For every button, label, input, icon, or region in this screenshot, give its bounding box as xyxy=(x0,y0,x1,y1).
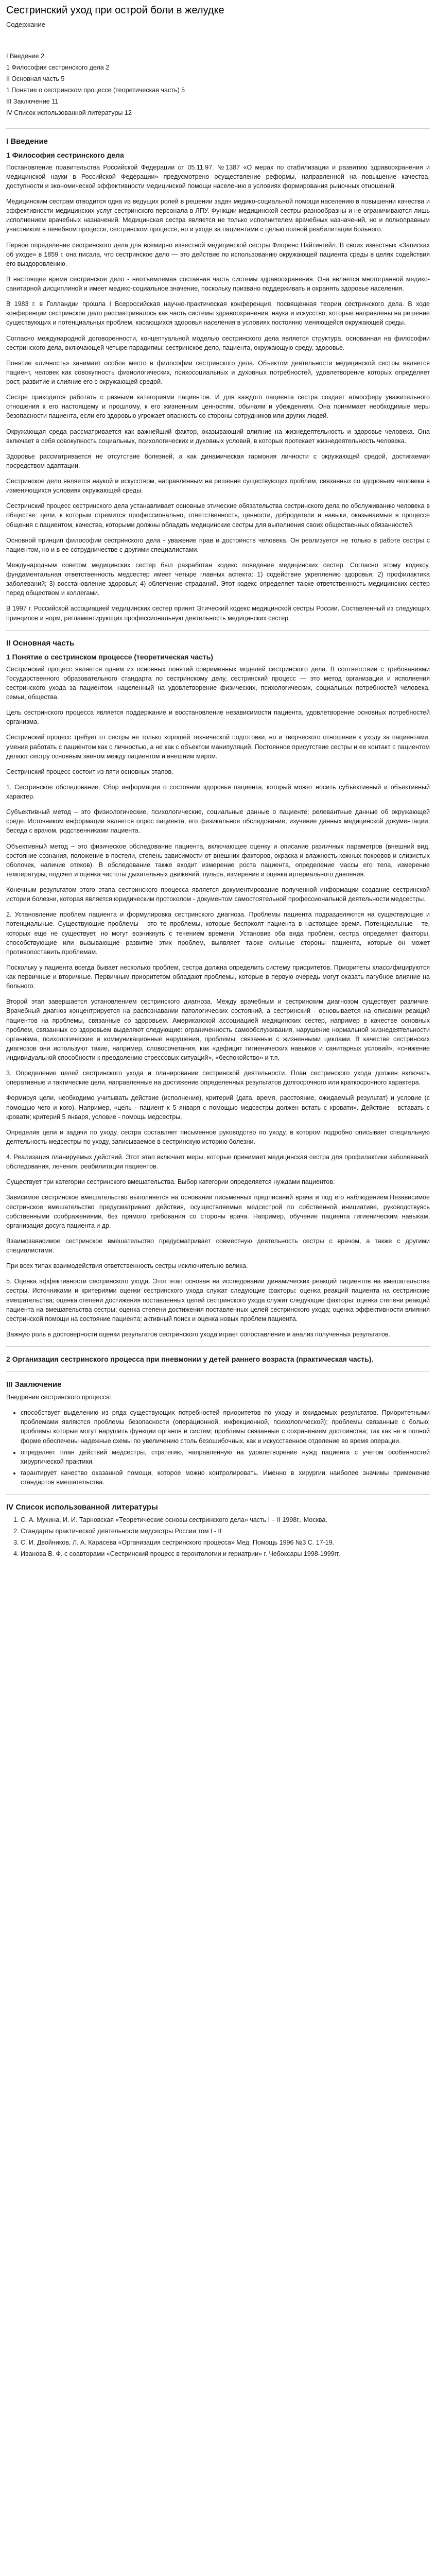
main-section xyxy=(6,638,430,1365)
paragraph: 1. Сестринское обследование. Сбор информации о состоянии здоровья пациента, который может носить субъективный и объективный характер. xyxy=(6,783,430,801)
paragraph: Формируя цели, необходимо учитывать действие (исполнение), критерий (дата, время, расстояние, ожидаемый результат) и условие (с помощью чего и кого). Например, «цель - пациент к 5 января с помощью медсестры должен встать с кровати». Действие - вставать с кровати; критерий 5 января, условие - помощь медсестры. xyxy=(6,1094,430,1121)
section-divider xyxy=(6,630,430,631)
paragraph: Согласно международной договоренности, концептуальной моделью сестринского дела является структура, основанная на философии сестринского дела, включающей четыре парадигмы: сестринское дело, пациента, окружающую среду, здоровье. xyxy=(6,334,430,351)
paragraph: В 1983 г. в Голландии прошла I Всероссийская научно-практическая конференция, посвященная теории сестринского дела. В ходе конференции сестринское дело рассматривалось как часть системы здравоохранения, наука и искусство, которые направлены на решение существующих и потенциальных проблем, касающихся здоровья населения в условиях постоянно меняющейся окружающей среды. xyxy=(6,300,430,327)
paragraph: Субъективный метод – это физиологические, психологические, социальные данные о пациенте; релевантные данные об окружающей среде. Источником информации является опрос пациента, его физикальное обследование, изучение данных медицинской документации, беседа с врачом, родственниками пациента. xyxy=(6,808,430,835)
paragraph: Важную роль в достоверности оценки результатов сестринского ухода играет сопоставление и анализ полученных результатов. xyxy=(6,1330,390,1338)
paragraph: Здоровье рассматривается не отсутствие болезней, а как динамическая гармония личности с окружающей средой, достигаемая посредством адаптации. xyxy=(6,452,430,469)
toc-item[interactable]: II Основная часть 5 xyxy=(6,75,65,83)
paragraph: Взаимозависимое сестринское вмешательство предусматривает совместную деятельность сестры с врачом, а также с другими специалистами. xyxy=(6,1237,430,1255)
intro-section xyxy=(6,136,430,623)
paragraph: Первое определение сестринского дела для всемирно известной медицинской сестры Флоренс Найтингейл. В своих известных «Записках об уходе» в 1859 г. она писала, что сестринское дело — это действие по использованию окружающей пациента среды в целях содействия его выздоровлению. xyxy=(6,241,430,267)
philosophy-subheading: 1 Философия сестринского дела xyxy=(6,151,124,160)
toc-item[interactable]: III Заключение 11 xyxy=(6,98,59,106)
section-divider xyxy=(6,1346,430,1347)
list-item: 4. Иванова В. Ф. с соавторами «Сестринский процесс в геронтологии и гериатрии» г. Чебоксары 1998-1999гг. xyxy=(21,1549,430,1558)
paragraph: Сестринский процесс является одним из основных понятий современных моделей сестринского дела. В соответствии с требованиями Государственного образовательного стандарта по сестринскому делу, сестринский процесс — это метод организации и исполнения сестринского ухода за пациентом, нацеленный на удовлетворение физических, психологических, социальных потребностей человека, семьи, общества. xyxy=(6,665,430,701)
conclusion-section xyxy=(6,1379,430,1487)
main-paragraphs xyxy=(6,665,430,1339)
list-item: 1. С. А. Мухина, И. И. Тарновская «Теоретические основы сестринского дела» часть I – II 1998г., Москва. xyxy=(21,1515,430,1524)
section-divider xyxy=(6,128,430,129)
paragraph: Определив цели и задачи по уходу, сестра составляет письменное руководство по уходу, в котором подробно описывает специальную деятельность медсестры по уходу, записываемое в сестринскую историю болезни. xyxy=(6,1128,430,1145)
literature-list xyxy=(6,1515,430,1559)
practice-subheading: 2 Организация сестринского процесса при пневмонии у детей раннего возраста (практическая часть). xyxy=(6,1355,374,1364)
paragraph: Понятие «личность» занимает особое место в философии сестринского дела. Объектом деятельности медицинской сестры является пациент, человек как совокупность физиологических, психосоциальных и духовных потребностей, удовлетворение которых определяет рост, развитие и слияние его с окружающей средой. xyxy=(6,359,430,386)
toc-item[interactable]: I Введение 2 xyxy=(6,52,44,60)
intro-heading: I Введение xyxy=(6,137,48,146)
conclusion-heading: III Заключение xyxy=(6,1380,62,1389)
section-divider xyxy=(6,1371,430,1372)
toc-heading: Содержание xyxy=(6,21,45,28)
list-item: • способствует выделению из ряда существующих потребностей приоритетов по уходу и ожидаемых результатов. Приоритетными проблемами являются проблемы безопасности (операционной, инфекционной, психологической); проблемы связанные с болью; проблемы которые могут нарушить функции органов и систем; проблемы связанные с сохранением достоинства; так как не в полной форме обеспечены надежные схемы по увеличению столь безошибочных, как и искусственное отделение во время операции. xyxy=(21,1408,430,1446)
paragraph: Сестре приходится работать с разными категориями пациентов. И для каждого пациента сестра создает атмосферу уважительного отношения к его настоящему и прошлому, к его жизненным ценностям, обычаям и убеждениям. Она принимает необходимые меры безопасности пациента, если его здоровью угрожает опасность со стороны сотрудников или других людей. xyxy=(6,394,430,420)
literature-section xyxy=(6,1502,430,1558)
paragraph: Постановление правительства Российской Федерации от 05.11.97. №1387 «О мерах по стабилизации и развитию здравоохранения и медицинской науки в Российской Федерации» предусмотрено осуществление реформы, направленной на повышение качества, доступности и экономической эффективности медицинской помощи населению в условиях формирования рыночных отношений. xyxy=(6,163,430,190)
paragraph: 4. Реализация планируемых действий. Этот этап включает меры, которые принимает медицинская сестра для профилактики заболеваний, обследования, лечения, реабилитации пациентов. xyxy=(6,1154,430,1171)
list-item: • гарантирует качество оказанной помощи, которое можно контролировать. Именно в хирургии наиболее значимы применение стандартов вмешательства. xyxy=(21,1468,430,1487)
paragraph: В настоящее время сестринское дело - неотъемлемая составная часть системы здравоохранения. Она является многогранной медико-санитарной дисциплиной и имеет медико-социальное значение, поскольку призвано поддерживать и охранять здоровье населения. xyxy=(6,275,430,293)
paragraph: Сестринский процесс состоит из пяти основных этапов. xyxy=(6,768,173,775)
main-heading: II Основная часть xyxy=(6,638,75,648)
paragraph: Основной принцип философии сестринского дела - уважение прав и достоинств человека. Он реализуется не только в работе сестры с пациентом, но и в ее сотрудничестве с другими специалистами. xyxy=(6,536,430,553)
list-item: 2. Стандарты практической деятельности медсестры России том I - II xyxy=(21,1527,430,1536)
document-title: Сестринский уход при острой боли в желудке xyxy=(6,5,224,16)
paragraph: Второй этап завершается установлением сестринского диагноза. Между врачебным и сестринским диагнозом существует различие. Врачебный диагноз концентрируется на распознавании патологических состояний, а сестринский - основывается на описании реакций пациентов на проблемы, связанные со здоровьем. Американской ассоциацией медицинских сестер, например в качестве основных проблем, связанных со здоровьем выделяют следующие: ограниченность самообслуживания, нарушение нормальной жизнедеятельности организма, психологические и коммуникационные нарушения, проблемы, связанные с жизненными циклами. В качестве сестринских диагнозов они используют такие, например, словосочетания, как «дефицит гигиенических навыков и санитарных условий», «снижение индивидуальной способности к преодолению стрессовых ситуаций», «беспокойство» и т.п. xyxy=(6,998,430,1062)
conclusion-list xyxy=(6,1408,430,1487)
toc-item[interactable]: IV Список использованной литературы 12 xyxy=(6,109,132,117)
process-subheading: 1 Понятие о сестринском процессе (теоретическая часть) xyxy=(6,653,214,662)
paragraph: Медицинским сестрам отводится одна из ведущих ролей в решении задач медико-социальной помощи населению в повышении качества и эффективности медицинских услуг сестринского персонала в ЛПУ. Функции медицинской сестры разнообразны и не ограничиваются лишь исполнением врачебных назначений. Медицинская сестра является не только исполнителем врачебных назначений, но и полноправным участником в лечебном процессе, сестринском процессе, но и уходе за пациентами с целью полной реабилитации больного. xyxy=(6,198,430,233)
paragraph: Существует три категории сестринского вмешательства. Выбор категории определяется нуждами пациентов. xyxy=(6,1178,335,1186)
paragraph: Окружающая среда рассматривается как важнейший фактор, оказывающий влияние на жизнедеятельность и здоровье человека. Она включает в себя совокупность социальных, психологических и духовных условий, в которых протекает жизнедеятельность человека. xyxy=(6,428,430,445)
literature-heading: IV Список использованной литературы xyxy=(6,1503,158,1512)
toc-item[interactable]: 1 Философия сестринского дела 2 xyxy=(6,63,110,71)
paragraph: Сестринский процесс сестринского дела устанавливает основные этические обязательства сестринского дела по обслуживанию человека в обществе: цели, к которым стремится профессионально, ответственность, ценности, добродетели и навыки, оказываемые в процессе общения с пациентом, качества, которыми должны обладать медицинские сестры для выполнения своих общественных обязанностей. xyxy=(6,502,430,529)
paragraph: 2. Установление проблем пациента и формулировка сестринского диагноза. Проблемы пациента подразделяются на существующие и потенциальные. Существующие проблемы - это те проблемы, которые беспокоят пациента в настоящее время. Потенциальные - те, которых еще не существует, но могут возникнуть с течением времени. Установив оба вида проблем, сестра определяет факторы, способствующие или вызывающие развитие этих проблем, выявляет также сильные стороны пациента, которые он может противопоставить проблемам. xyxy=(6,911,430,956)
paragraph: Поскольку у пациента всегда бывает несколько проблем, сестра должна определить систему приоритетов. Приоритеты классифицируются как первичные и вторичные. Первичным приоритетом обладают проблемы, которые в первую очередь могут оказать пагубное влияние на больного. xyxy=(6,963,430,990)
paragraph: Конечным результатом этого этапа сестринского процесса является документирование полученной информации создание сестринской истории болезни, которая является юридическим протоколом - документом самостоятельной профессиональной деятельности медсестры. xyxy=(6,886,430,903)
paragraph: Сестринский процесс требует от сестры не только хорошей технической подготовки, но и творческого отношения к уходу за пациентами, умения работать с пациентом как с личностью, а не как с объектом манипуляций. Постоянное присутствие сестры и ее контакт с пациентом делают сестру основным звеном между пациентом и внешним миром. xyxy=(6,734,430,760)
intro-paragraphs xyxy=(6,163,430,623)
paragraph: 5. Оценка эффективности сестринского ухода. Этот этап основан на исследовании динамических реакций пациентов на вмешательства сестры. Источниками и критериями оценки сестринского ухода служат следующие факторы: оценка реакций пациента на сестринские вмешательства; оценка степени достижения поставленных целей сестринского ухода служит следующие факторы: оценка степени реакций пациента на вмешательства сестры; оценка степени достижения поставленных целей сестринского ухода; оценка эффективности влияния сестринской помощи на состояние пациента; активный поиск и оценка новых проблем пациента. xyxy=(6,1278,430,1323)
paragraph: При всех типах взаимодействия ответственность сестры исключительно велика. xyxy=(6,1262,248,1270)
paragraph: Международным советом медицинских сестер был разработан кодекс поведения медицинских сестер. Согласно этому кодексу, фундаментальная ответственность медсестер имеет четыре главных аспекта: 1) содействие укреплению здоровья; 2) профилактика заболеваний; 3) восстановление здоровья; 4) облегчение страданий. Этот кодекс определяет также ответственность медицинских сестер перед обществом и коллегами. xyxy=(6,561,430,597)
section-divider xyxy=(6,1494,430,1495)
conclusion-lead: Внедрение сестринского процесса: xyxy=(6,1394,112,1401)
paragraph: Объективный метод – это физическое обследование пациента, включающее оценку и описание различных параметров (внешний вид, состояние сознания, положение в постели, степень зависимости от внешних факторов, окраска и влажность кожных покровов и слизистых оболочек, наличие отеков). В обследование также входит измерение роста пациента, определение массы его тела, измерение температуры, подсчет и оценка частоты дыхательных движений, пульса, измерение и оценка артериального давления. xyxy=(6,842,430,878)
paragraph: Сестринское дело является наукой и искусством, направленным на решение существующих проблем, связанных со здоровьем человека в изменяющихся условиях окружающей среды. xyxy=(6,478,430,495)
paragraph: 3. Определение целей сестринского ухода и планирование сестринской деятельности. План сестринского ухода должен включать оперативные и тактические цели, направленные на достижение определенных результатов долгосрочного или краткосрочного характера. xyxy=(6,1070,430,1087)
list-item: 3. С. И. Двойников, Л. А. Карасева «Организация сестринского процесса» Мед. Помощь 1996 №3 С. 17-19. xyxy=(21,1538,430,1547)
paragraph: В 1997 г. Российской ассоциацией медицинских сестер принят Этический кодекс медицинской сестры России. Составленный из следующих принципов и норм, регламентирующих профессиональную деятельность медицинских сестер. xyxy=(6,605,430,622)
list-item: • определяет план действий медсестры, стратегию, направленную на удовлетворение нужд пациента с учетом особенностей хирургической практики. xyxy=(21,1448,430,1466)
table-of-contents xyxy=(6,52,430,118)
paragraph: Цель сестринского процесса является поддержание и восстановление независимости пациента, удовлетворение основных потребностей организма. xyxy=(6,709,430,726)
paragraph: Зависимое сестринское вмешательство выполняется на основании письменных предписаний врача и под его наблюдением.Независимое сестринское вмешательство предусматривает действия, осуществляемые медсестрой по собственной инициативе, руководствуясь собственными соображениями, без прямого требования со стороны врача. Например, обучение пациента гигиеническим навыкам, организация досуга пациента и др. xyxy=(6,1194,430,1229)
toc-item[interactable]: 1 Понятие о сестринском процессе (теоретическая часть) 5 xyxy=(6,87,185,94)
